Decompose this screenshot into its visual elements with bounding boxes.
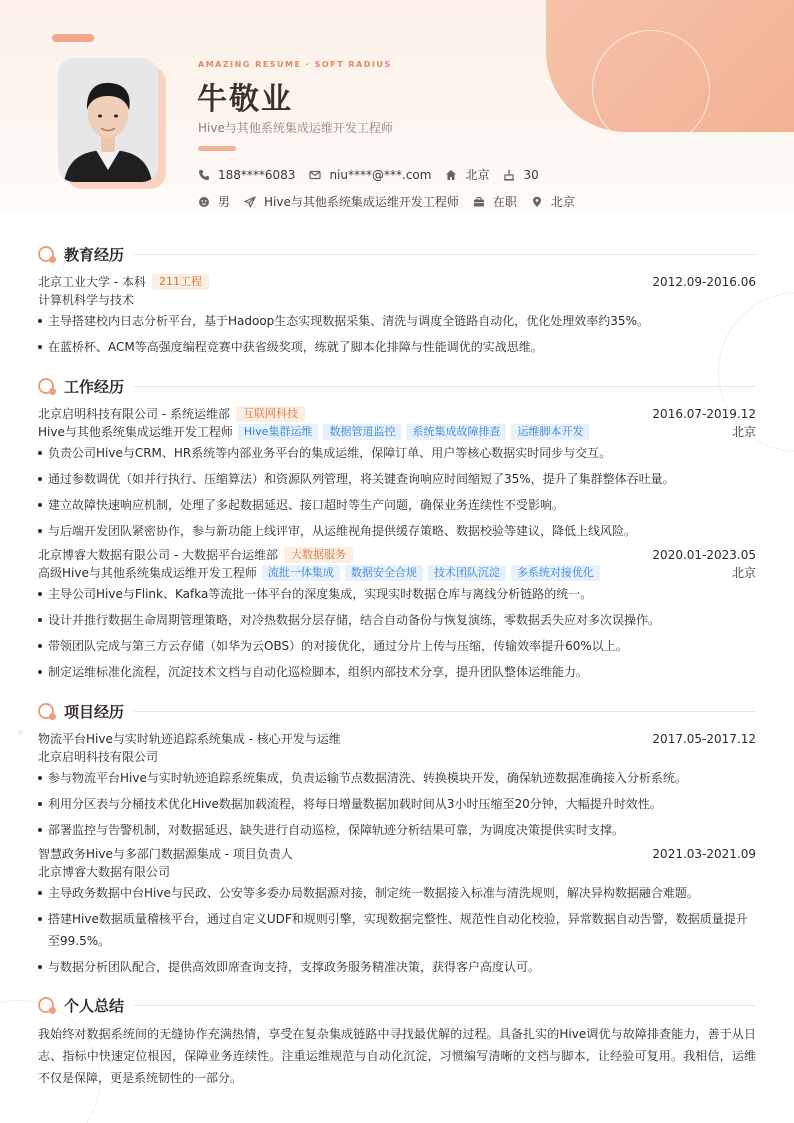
candidate-name: 牛敬业 (197, 82, 293, 117)
job-company-row (38, 405, 756, 423)
title-accent-bar (198, 146, 236, 151)
work-header (38, 376, 756, 396)
project-company: 北京博睿大数据有限公司 (38, 865, 171, 879)
education-title: 教育经历 (64, 245, 125, 264)
section-magnifier-icon (38, 702, 56, 720)
skill-tag: 数据管道监控 (323, 424, 401, 440)
section-magnifier-icon (38, 377, 56, 395)
list-item: 搭建Hive数据质量稽核平台，通过自定义UDF和规则引擎，实现数据完整性、规范性自动化校验，异常数据自动告警，数据质量提升至99.5%。 (38, 908, 756, 952)
list-item: 设计并推行数据生命周期管理策略，对冷热数据分层存储，结合自动备份与恢复演练，零数据丢失应对多次误操作。 (38, 609, 756, 631)
skill-tag: 运维脚本开发 (511, 424, 589, 440)
project-entry (38, 730, 756, 841)
project-bullets (38, 767, 756, 841)
email-item (309, 168, 431, 182)
job-date: 2020.01-2023.05 (652, 548, 756, 562)
gender-text: 男 (218, 195, 231, 209)
summary-title: 个人总结 (64, 996, 125, 1015)
company-name: 北京博睿大数据有限公司 - 大数据平台运维部 (38, 548, 278, 562)
gender-item (198, 193, 230, 210)
list-item: 带领团队完成与第三方云存储（如华为云OBS）的对接优化，通过分片上传与压缩，传输效率提升60%以上。 (38, 635, 756, 657)
project-bullets (38, 882, 756, 978)
target-job-item (244, 193, 459, 210)
section-divider (134, 711, 756, 712)
phone-icon (198, 169, 210, 181)
summary-header (38, 995, 756, 1015)
list-item: 制定运维标准化流程，沉淀技术文档与自动化巡检脚本，组织内部技术分享，提升团队整体运维能力。 (38, 661, 756, 683)
header-accent-pill (52, 34, 94, 42)
summary-text: 我始终对数据系统间的无缝协作充满热情，享受在复杂集成链路中寻找最优解的过程。具备扎实的Hive调优与故障排查能力，善于从日志、指标中快速定位根因，保障业务连续性。注重运维规范与自动化沉淀，习惯编写清晰的文档与脚本，让经验可复用。我相信，运维不仅是保障，更是系统韧性的一部分。 (38, 1027, 756, 1085)
section-divider (134, 1005, 756, 1006)
section-divider (134, 254, 756, 255)
list-item: 参与物流平台Hive与实时轨迹追踪系统集成，负责运输节点数据清洗、转换模块开发，确保轨迹数据准确接入分析系统。 (38, 767, 756, 789)
list-item: 与后端开发团队紧密协作，参与新功能上线评审，从运维视角提供缓存策略、数据校验等建议，降低上线风险。 (38, 520, 756, 542)
home-city-item (445, 166, 489, 183)
list-item: 利用分区表与分桶技术优化Hive数据加载流程，将每日增量数据加载时间从3小时压缩至20分钟，大幅提升时效性。 (38, 793, 756, 815)
list-item: 主导搭建校内日志分析平台，基于Hadoop生态实现数据采集、清洗与调度全链路自动化，优化处理效率约35%。 (38, 310, 756, 332)
list-item: 在蓝桥杯、ACM等高强度编程竞赛中获省级奖项，练就了脚本化排障与性能调优的实战思维。 (38, 336, 756, 358)
job-role-row (38, 564, 756, 582)
location-item (531, 193, 575, 210)
school-badge: 211工程 (152, 274, 209, 290)
contact-row (198, 166, 553, 183)
project-name: 智慧政务Hive与多部门数据源集成 - 项目负责人 (38, 847, 293, 861)
project-date: 2017.05-2017.12 (652, 732, 756, 746)
work-section (38, 376, 756, 687)
work-title: 工作经历 (64, 377, 125, 396)
job-role: Hive与其他系统集成运维开发工程师 (38, 425, 233, 439)
job-title: Hive与其他系统集成运维开发工程师 (198, 121, 393, 135)
project-company: 北京启明科技有限公司 (38, 750, 159, 764)
list-item: 主导政务数据中台Hive与民政、公安等多委办局数据源对接，制定统一数据接入标准与清洗规则，解决异构数据融合难题。 (38, 882, 756, 904)
status-text: 在职 (492, 195, 517, 209)
list-item: 主导公司Hive与Flink、Kafka等流批一体平台的深度集成，实现实时数据仓库与离线分析链路的统一。 (38, 583, 756, 605)
send-icon (244, 196, 256, 208)
header-decor-ring (592, 30, 710, 148)
mail-icon (309, 169, 321, 181)
list-item: 通过参数调优（如并行执行、压缩算法）和资源队列管理，将关键查询响应时间缩短了35%，提升了集群整体吞吐量。 (38, 468, 756, 490)
list-item: 建立故障快速响应机制，处理了多起数据延迟、接口超时等生产问题，确保业务连续性不受影响。 (38, 494, 756, 516)
industry-badge: 大数据服务 (284, 547, 353, 563)
skill-tag: Hive集群运维 (238, 424, 319, 440)
major: 计算机科学与技术 (38, 293, 135, 307)
job-date: 2016.07-2019.12 (652, 407, 756, 421)
projects-header (38, 701, 756, 721)
target-job-text: Hive与其他系统集成运维开发工程师 (264, 195, 459, 209)
job-city: 北京 (731, 566, 756, 580)
job-bullets (38, 583, 756, 683)
project-entry (38, 845, 756, 978)
job-city: 北京 (731, 425, 756, 439)
education-bullets (38, 310, 756, 358)
skill-tag: 多系统对接优化 (511, 565, 600, 581)
job-role-row (38, 423, 756, 441)
list-item: 负责公司Hive与CRM、HR系统等内部业务平台的集成运维，保障订单、用户等核心数据实时同步与交互。 (38, 442, 756, 464)
age-item (503, 168, 538, 182)
school-name: 北京工业大学 - 本科 (38, 275, 146, 289)
phone-item (198, 168, 295, 182)
profile-row (198, 193, 589, 210)
list-item: 与数据分析团队配合，提供高效即席查询支持，支撑政务服务精准决策，获得客户高度认可。 (38, 956, 756, 978)
job-bullets (38, 442, 756, 542)
age-text: 30 (523, 167, 539, 182)
gender-icon (198, 196, 210, 208)
education-date: 2012.09-2016.06 (652, 275, 756, 289)
projects-section (38, 701, 756, 982)
project-name-row (38, 845, 756, 863)
job-role: 高级Hive与其他系统集成运维开发工程师 (38, 566, 257, 580)
projects-title: 项目经历 (64, 702, 125, 721)
location-pin-icon (531, 196, 543, 208)
list-item: 部署监控与告警机制，对数据延迟、缺失进行自动巡检，保障轨迹分析结果可靠，为调度决策提供实时支撑。 (38, 819, 756, 841)
job-company-row (38, 546, 756, 564)
briefcase-icon (473, 196, 485, 208)
status-item (473, 193, 517, 210)
job-entry (38, 405, 756, 542)
education-entry-row (38, 273, 756, 291)
section-magnifier-icon (38, 996, 56, 1014)
phone-text: 188****6083 (218, 167, 296, 182)
summary-section (38, 995, 756, 1089)
skill-tag: 技术团队沉淀 (428, 565, 506, 581)
section-divider (134, 386, 756, 387)
email-text: niu****@***.com (329, 167, 432, 182)
section-magnifier-icon (38, 245, 56, 263)
resume-tagline: AMAZING RESUME · SOFT RADIUS (198, 60, 392, 69)
company-name: 北京启明科技有限公司 - 系统运维部 (38, 407, 230, 421)
skill-tag: 系统集成故障排查 (406, 424, 506, 440)
project-name: 物流平台Hive与实时轨迹追踪系统集成 - 核心开发与运维 (38, 732, 341, 746)
location-text: 北京 (550, 195, 575, 209)
decor-dot (18, 730, 23, 735)
home-city-text: 北京 (465, 168, 490, 182)
education-header (38, 244, 756, 264)
skill-tag: 流批一体集成 (262, 565, 340, 581)
project-name-row (38, 730, 756, 748)
home-icon (445, 169, 457, 181)
industry-badge: 互联网科技 (236, 406, 305, 422)
project-date: 2021.03-2021.09 (652, 847, 756, 861)
skill-tag: 数据安全合规 (345, 565, 423, 581)
education-section (38, 244, 756, 362)
cake-icon (503, 169, 515, 181)
avatar (58, 58, 158, 182)
job-entry (38, 546, 756, 683)
